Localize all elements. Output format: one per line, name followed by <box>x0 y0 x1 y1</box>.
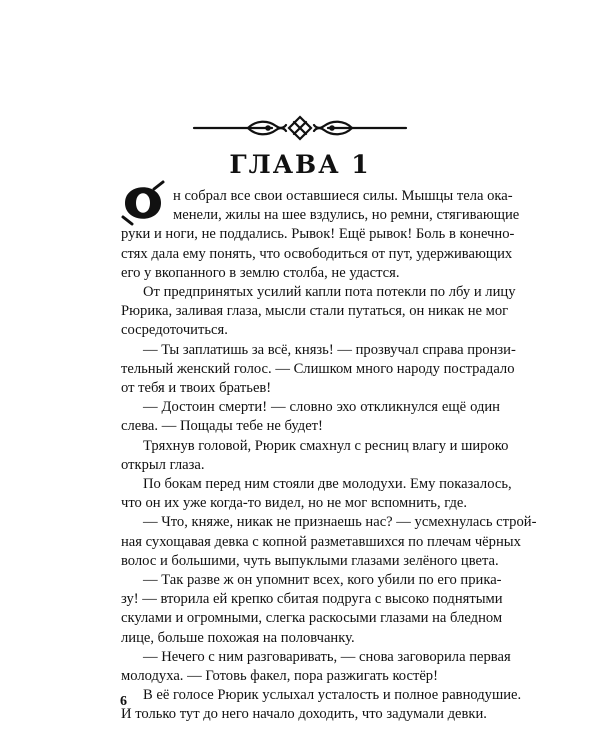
text-line: что он их уже когда-то видел, но не мог вспомнить, где. <box>121 495 468 512</box>
text-line: — Так разве ж он упомнит всех, кого убили по его прика- <box>143 572 502 588</box>
chapter-title: ГЛАВА 1 <box>229 150 371 179</box>
text-line: руки и ноги, не поддались. Рывок! Ещё рывок! Боль в конечно- <box>121 226 515 243</box>
text-line: Рюрика, заливая глаза, мысли стали путаться, он никак не мог <box>121 303 509 320</box>
text-line: тельный женский голос. — Слишком много народу пострадало <box>121 360 515 377</box>
text-line: Тряхнув головой, Рюрик смахнул с ресниц влагу и широко <box>143 437 509 454</box>
chapter-ornament-divider <box>190 114 410 142</box>
text-line: В её голосе Рюрик услыхал усталость и полное равнодушие. <box>143 687 522 704</box>
text-line: открыл глаза. <box>121 456 205 473</box>
text-line: слева. — Пощады тебе не будет! <box>121 418 323 435</box>
text-line: ная сухощавая девка с копной разметавшихся по плечам чёрных <box>121 533 521 550</box>
text-line: лице, больше похожая на половчанку. <box>121 629 355 646</box>
page-number: 6 <box>120 694 127 709</box>
text-line: сосредоточиться. <box>121 322 228 339</box>
text-line: — Нечего с ним разговаривать, — снова заговорила первая <box>143 648 511 665</box>
text-line: скулами и огромными, слегка раскосыми глазами на бледном <box>121 610 503 627</box>
text-line: н собрал все свои оставшиеся силы. Мышцы тела ока- <box>173 188 513 204</box>
text-line: его у вкопанного в землю столба, не удастся. <box>121 264 400 281</box>
text-line: зу! — вторила ей крепко сбитая подруга с высоко поднятыми <box>121 591 503 608</box>
drop-cap <box>121 180 165 226</box>
text-line: — Достоин смерти! — словно эхо откликнулся ещё один <box>143 399 500 416</box>
text-line: стях дала ему понять, что освободиться от пут, удерживающих <box>121 245 513 262</box>
text-line: молодуха. — Готовь факел, пора разжигать костёр! <box>121 668 438 684</box>
text-line: И только тут до него начало доходить, что задумали девки. <box>121 706 487 723</box>
text-line: менели, жилы на шее вздулись, но ремни, стягивающие <box>173 207 520 224</box>
text-line: — Ты заплатишь за всё, князь! — прозвучал справа пронзи- <box>143 341 516 358</box>
text-line: волос и большими, чуть выпуклыми глазами зелёного цвета. <box>121 552 499 569</box>
text-line: — Что, княже, никак не признаешь нас? — усмехнулась строй- <box>143 514 537 531</box>
text-line: По бокам перед ним стояли две молодухи. Ему показалось, <box>143 476 512 492</box>
text-line: от тебя и твоих братьев! <box>121 380 272 396</box>
text-line: От предпринятых усилий капли пота потекли по лбу и лицу <box>143 284 516 300</box>
